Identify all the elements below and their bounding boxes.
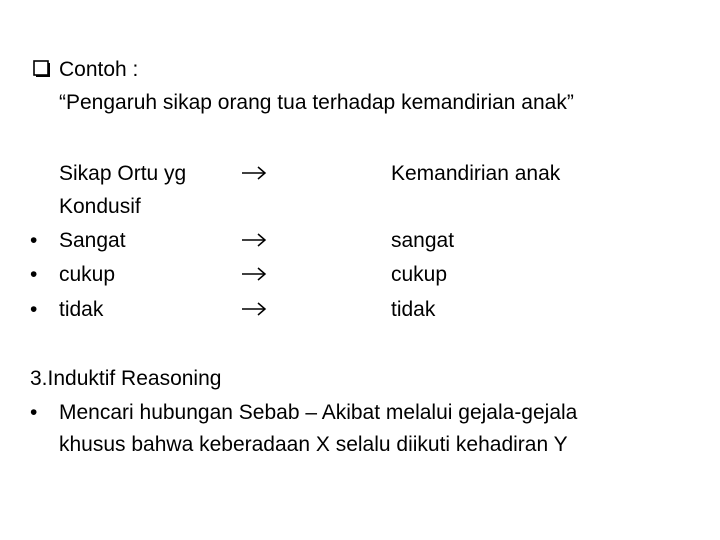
bullet-icon: •	[30, 298, 38, 321]
row-2-left: cukup	[59, 263, 116, 286]
row-2-right: cukup	[391, 263, 448, 286]
bullet-icon: •	[30, 229, 38, 252]
checkbox-bullet-icon	[33, 60, 50, 77]
example-label: Contoh :	[59, 58, 139, 81]
section-bullet-line2: khusus bahwa keberadaan X selalu diikuti kehadiran Y	[59, 433, 568, 456]
row-3-right: tidak	[391, 298, 436, 321]
section-title: 3.Induktif Reasoning	[30, 367, 222, 390]
arrow-right-icon	[241, 166, 267, 180]
example-quote: “Pengaruh sikap orang tua terhadap kemandirian anak”	[59, 91, 574, 114]
row-3-left: tidak	[59, 298, 104, 321]
bullet-icon: •	[30, 263, 38, 286]
left-heading-line2: Kondusif	[59, 195, 141, 218]
arrow-right-icon	[241, 302, 267, 316]
left-heading-line1: Sikap Ortu yg	[59, 162, 187, 185]
bullet-icon: •	[30, 401, 38, 424]
row-1-right: sangat	[391, 229, 455, 252]
right-heading: Kemandirian anak	[391, 162, 561, 185]
arrow-right-icon	[241, 233, 267, 247]
row-1-left: Sangat	[59, 229, 126, 252]
section-bullet-line1: Mencari hubungan Sebab – Akibat melalui gejala-gejala	[59, 401, 578, 424]
arrow-right-icon	[241, 267, 267, 281]
